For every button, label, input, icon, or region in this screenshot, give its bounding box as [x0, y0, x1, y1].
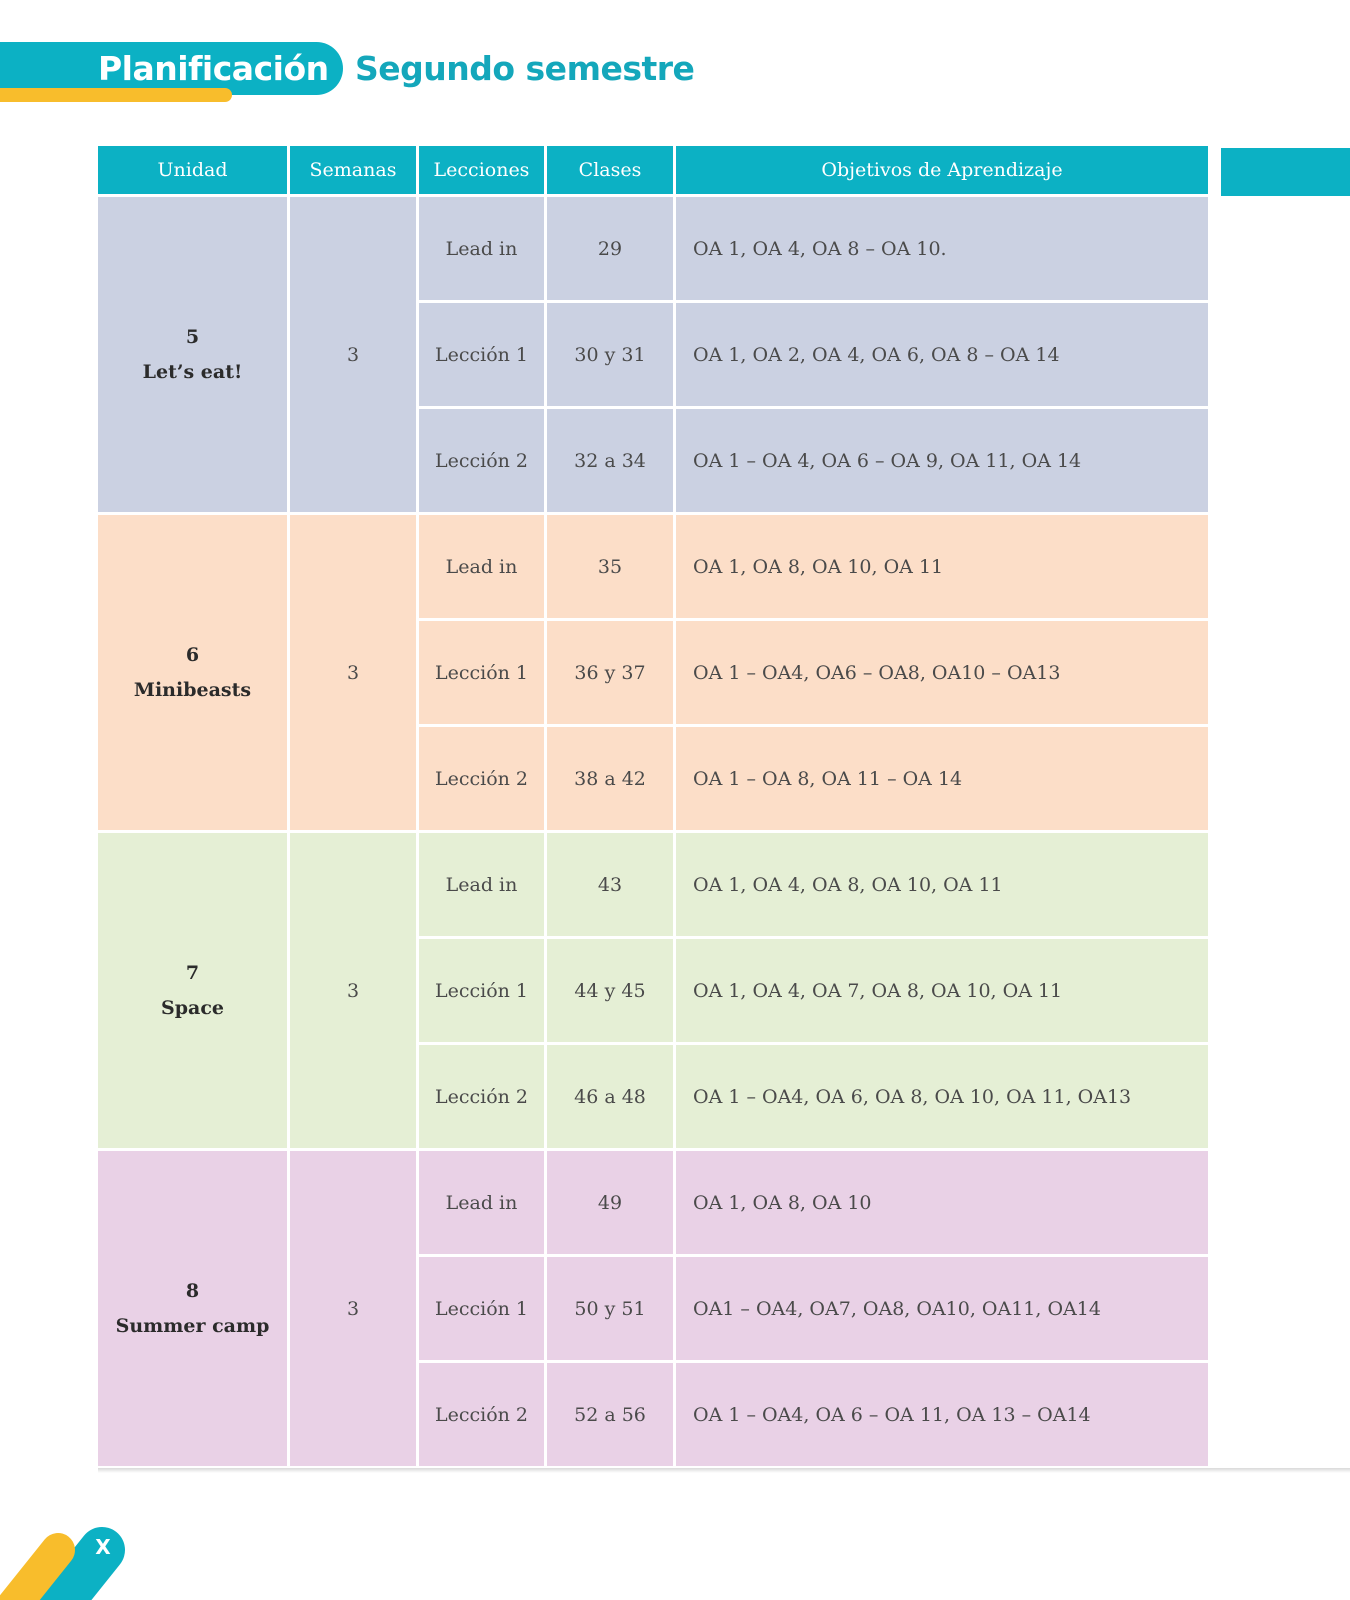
- table-row: [98, 1151, 1208, 1254]
- classes-cell: 50 y 51: [547, 1257, 673, 1360]
- unit-number: 8: [185, 1279, 200, 1302]
- lesson-cell: Lead in: [419, 833, 544, 936]
- objectives-cell: OA 1, OA 2, OA 4, OA 6, OA 8 – OA 14: [676, 303, 1208, 406]
- planning-table-container: [98, 146, 1208, 1466]
- classes-cell: 30 y 31: [547, 303, 673, 406]
- lesson-cell: Lección 1: [419, 1257, 544, 1360]
- classes-cell: 52 a 56: [547, 1363, 673, 1466]
- objectives-cell: OA1 – OA4, OA7, OA8, OA10, OA11, OA14: [676, 1257, 1208, 1360]
- classes-cell: 32 a 34: [547, 409, 673, 512]
- unit-name: Minibeasts: [133, 678, 252, 701]
- table-header: [98, 146, 1208, 194]
- objectives-cell: OA 1, OA 8, OA 10, OA 11: [676, 515, 1208, 618]
- lesson-cell: Lección 1: [419, 621, 544, 724]
- weeks-cell: 3: [290, 833, 416, 1148]
- lesson-cell: Lección 2: [419, 727, 544, 830]
- classes-cell: 35: [547, 515, 673, 618]
- column-header-unidad: Unidad: [98, 146, 287, 194]
- table-body: [98, 197, 1208, 1466]
- unit-name: Space: [161, 996, 224, 1019]
- objectives-cell: OA 1 – OA 8, OA 11 – OA 14: [676, 727, 1208, 830]
- objectives-cell: OA 1 – OA4, OA 6, OA 8, OA 10, OA 11, OA13: [676, 1045, 1208, 1148]
- lesson-cell: Lección 1: [419, 303, 544, 406]
- unit-cell: [98, 1151, 287, 1466]
- objectives-cell: OA 1, OA 4, OA 8 – OA 10.: [676, 197, 1208, 300]
- lesson-cell: Lección 2: [419, 1363, 544, 1466]
- unit-cell: [98, 197, 287, 512]
- unit-number: 6: [185, 643, 200, 666]
- lesson-cell: Lección 1: [419, 939, 544, 1042]
- page-subtitle: Segundo semestre: [355, 49, 695, 88]
- page-corner-decoration: [0, 1520, 140, 1600]
- weeks-cell: 3: [290, 197, 416, 512]
- column-header-lecciones: Lecciones: [419, 146, 544, 194]
- classes-cell: 36 y 37: [547, 621, 673, 724]
- table-row: [98, 515, 1208, 618]
- lesson-cell: Lead in: [419, 197, 544, 300]
- page-title: Planificación: [98, 49, 329, 88]
- page-number: X: [95, 1535, 111, 1559]
- lesson-cell: Lead in: [419, 1151, 544, 1254]
- table-header-extension: [1221, 148, 1350, 196]
- column-header-objetivos: Objetivos de Aprendizaje: [676, 146, 1208, 194]
- objectives-cell: OA 1, OA 4, OA 7, OA 8, OA 10, OA 11: [676, 939, 1208, 1042]
- objectives-cell: OA 1, OA 8, OA 10: [676, 1151, 1208, 1254]
- column-header-clases: Clases: [547, 146, 673, 194]
- unit-cell: [98, 515, 287, 830]
- lesson-cell: Lead in: [419, 515, 544, 618]
- unit-name: Let’s eat!: [142, 360, 243, 383]
- classes-cell: 44 y 45: [547, 939, 673, 1042]
- objectives-cell: OA 1 – OA4, OA 6 – OA 11, OA 13 – OA14: [676, 1363, 1208, 1466]
- objectives-cell: OA 1, OA 4, OA 8, OA 10, OA 11: [676, 833, 1208, 936]
- objectives-cell: OA 1 – OA4, OA6 – OA8, OA10 – OA13: [676, 621, 1208, 724]
- column-header-semanas: Semanas: [290, 146, 416, 194]
- table-bottom-shadow: [98, 1468, 1350, 1473]
- classes-cell: 46 a 48: [547, 1045, 673, 1148]
- unit-number: 7: [185, 961, 200, 984]
- objectives-cell: OA 1 – OA 4, OA 6 – OA 9, OA 11, OA 14: [676, 409, 1208, 512]
- unit-number: 5: [185, 325, 200, 348]
- classes-cell: 38 a 42: [547, 727, 673, 830]
- table-row: [98, 833, 1208, 936]
- lesson-cell: Lección 2: [419, 409, 544, 512]
- planning-table: [95, 143, 1211, 1469]
- unit-name: Summer camp: [115, 1314, 270, 1337]
- lesson-cell: Lección 2: [419, 1045, 544, 1148]
- table-row: [98, 197, 1208, 300]
- weeks-cell: 3: [290, 1151, 416, 1466]
- classes-cell: 29: [547, 197, 673, 300]
- classes-cell: 43: [547, 833, 673, 936]
- unit-cell: [98, 833, 287, 1148]
- classes-cell: 49: [547, 1151, 673, 1254]
- table-header-row: [98, 146, 1208, 194]
- weeks-cell: 3: [290, 515, 416, 830]
